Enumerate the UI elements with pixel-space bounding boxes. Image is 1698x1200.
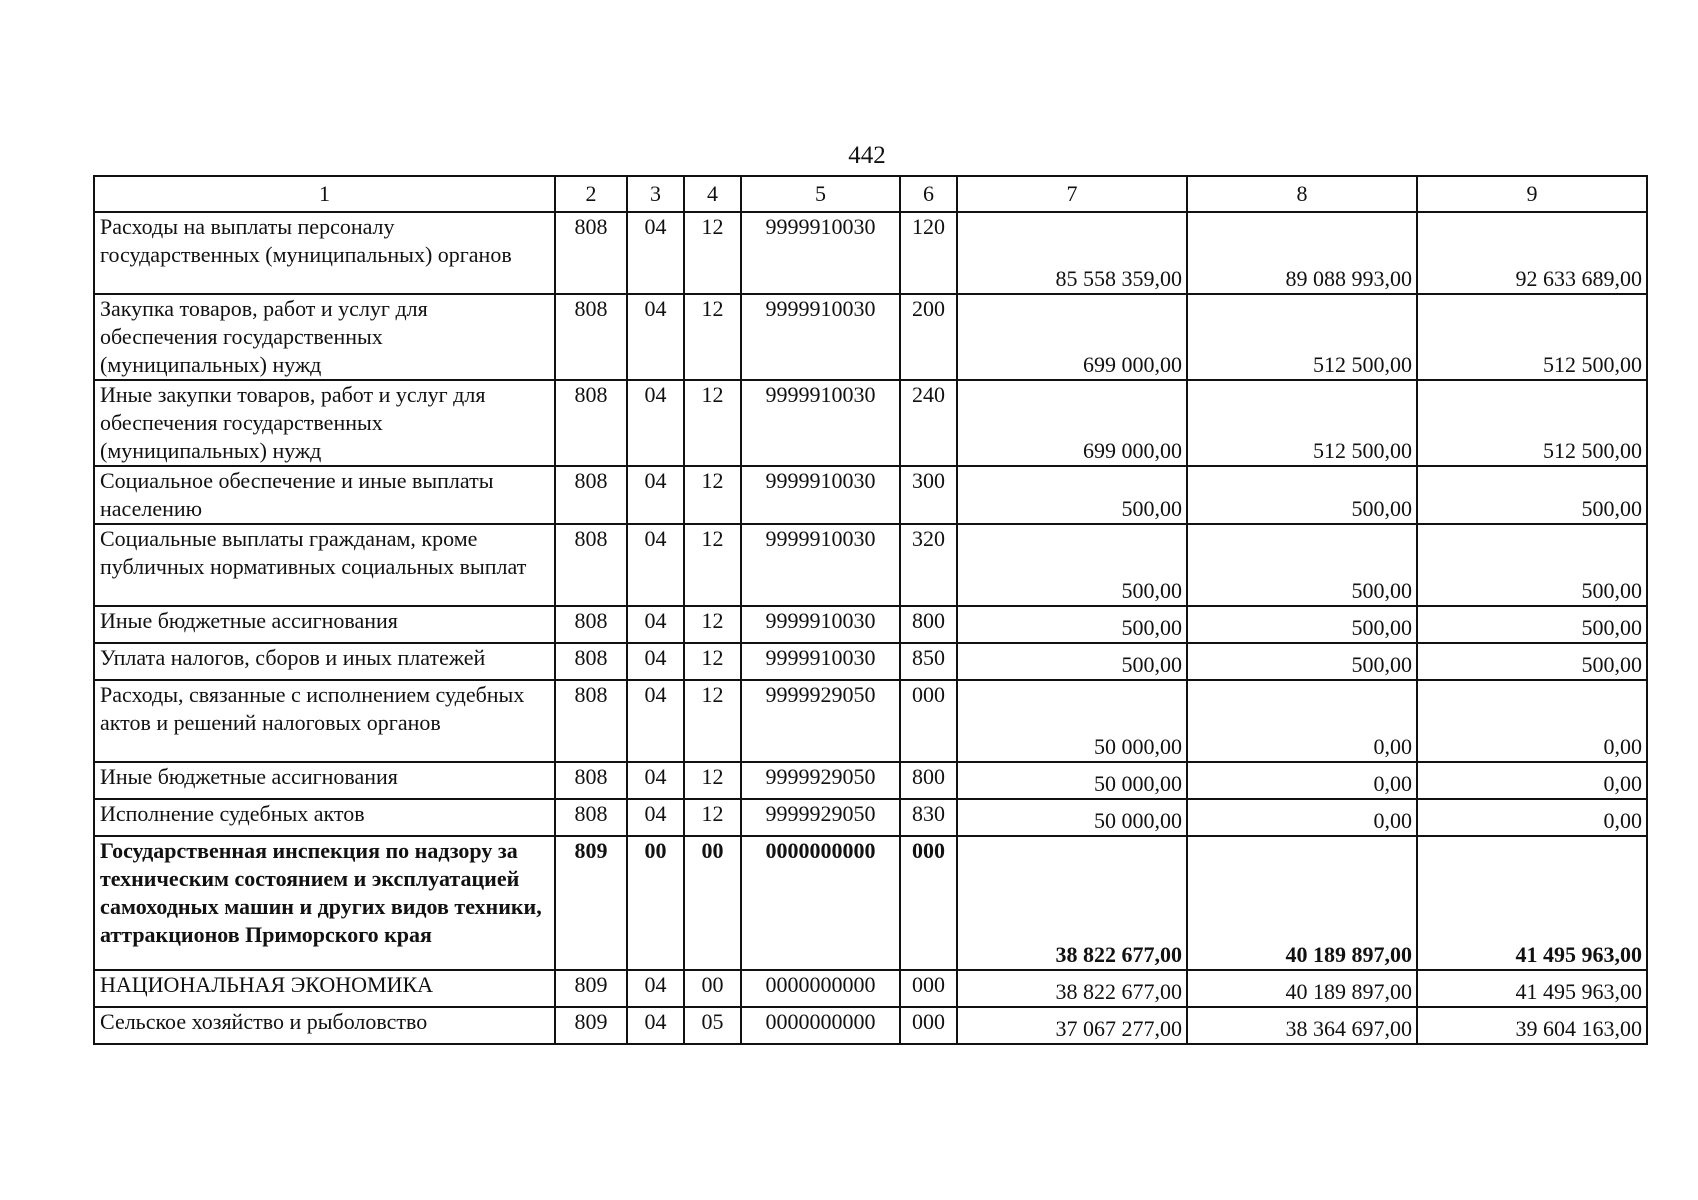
code-col-6: 800 xyxy=(900,762,957,799)
code-col-3: 04 xyxy=(627,799,684,836)
amount-col-9: 512 500,00 xyxy=(1417,294,1647,380)
amount-col-9: 500,00 xyxy=(1417,466,1647,524)
code-col-3: 00 xyxy=(627,836,684,970)
code-col-2: 808 xyxy=(555,606,627,643)
item-name: Социальные выплаты гражданам, кроме публичных нормативных социальных выплат xyxy=(94,524,555,606)
page-number: 442 xyxy=(848,142,886,169)
code-col-4: 12 xyxy=(684,466,741,524)
code-col-2: 808 xyxy=(555,762,627,799)
amount-col-7: 50 000,00 xyxy=(957,762,1187,799)
code-col-6: 800 xyxy=(900,606,957,643)
amount-col-7: 37 067 277,00 xyxy=(957,1007,1187,1044)
code-col-6: 200 xyxy=(900,294,957,380)
amount-col-7: 38 822 677,00 xyxy=(957,970,1187,1007)
code-col-6: 000 xyxy=(900,680,957,762)
amount-col-8: 500,00 xyxy=(1187,606,1417,643)
amount-col-7: 38 822 677,00 xyxy=(957,836,1187,970)
amount-col-8: 0,00 xyxy=(1187,762,1417,799)
code-col-4: 12 xyxy=(684,380,741,466)
amount-col-7: 500,00 xyxy=(957,643,1187,680)
item-name: Иные закупки товаров, работ и услуг для обеспечения государственных (муниципальных) нужд xyxy=(94,380,555,466)
amount-col-9: 0,00 xyxy=(1417,762,1647,799)
code-col-2: 808 xyxy=(555,466,627,524)
code-col-2: 808 xyxy=(555,643,627,680)
code-col-5: 9999910030 xyxy=(741,294,900,380)
code-col-3: 04 xyxy=(627,606,684,643)
code-col-5: 9999929050 xyxy=(741,680,900,762)
code-col-3: 04 xyxy=(627,1007,684,1044)
table-row xyxy=(94,970,1647,1007)
code-col-6: 240 xyxy=(900,380,957,466)
code-col-3: 04 xyxy=(627,970,684,1007)
code-col-5: 9999910030 xyxy=(741,212,900,294)
amount-col-9: 41 495 963,00 xyxy=(1417,836,1647,970)
amount-col-9: 0,00 xyxy=(1417,680,1647,762)
item-name: Иные бюджетные ассигнования xyxy=(94,762,555,799)
code-col-2: 808 xyxy=(555,380,627,466)
amount-col-9: 500,00 xyxy=(1417,643,1647,680)
code-col-4: 12 xyxy=(684,643,741,680)
table-row xyxy=(94,294,1647,380)
code-col-6: 120 xyxy=(900,212,957,294)
code-col-6: 300 xyxy=(900,466,957,524)
item-name: Сельское хозяйство и рыболовство xyxy=(94,1007,555,1044)
column-header: 7 xyxy=(957,176,1187,212)
code-col-2: 808 xyxy=(555,294,627,380)
code-col-6: 320 xyxy=(900,524,957,606)
table-row xyxy=(94,524,1647,606)
table-row xyxy=(94,466,1647,524)
code-col-3: 04 xyxy=(627,643,684,680)
code-col-5: 0000000000 xyxy=(741,836,900,970)
code-col-4: 12 xyxy=(684,524,741,606)
item-name: Государственная инспекция по надзору за техническим состоянием и эксплуатацией самоходных машин и других видов техники, аттракционов Приморского края xyxy=(94,836,555,970)
code-col-4: 12 xyxy=(684,606,741,643)
item-name: Исполнение судебных актов xyxy=(94,799,555,836)
column-header: 5 xyxy=(741,176,900,212)
table-row xyxy=(94,799,1647,836)
code-col-3: 04 xyxy=(627,294,684,380)
column-header: 9 xyxy=(1417,176,1647,212)
code-col-6: 000 xyxy=(900,1007,957,1044)
amount-col-8: 500,00 xyxy=(1187,524,1417,606)
amount-col-7: 500,00 xyxy=(957,524,1187,606)
code-col-5: 9999929050 xyxy=(741,799,900,836)
column-header: 6 xyxy=(900,176,957,212)
table-row xyxy=(94,212,1647,294)
code-col-3: 04 xyxy=(627,680,684,762)
code-col-5: 9999910030 xyxy=(741,380,900,466)
code-col-3: 04 xyxy=(627,466,684,524)
code-col-4: 12 xyxy=(684,294,741,380)
amount-col-8: 500,00 xyxy=(1187,466,1417,524)
code-col-2: 809 xyxy=(555,970,627,1007)
code-col-4: 00 xyxy=(684,970,741,1007)
code-col-2: 808 xyxy=(555,799,627,836)
table-row xyxy=(94,836,1647,970)
code-col-3: 04 xyxy=(627,380,684,466)
table-row xyxy=(94,680,1647,762)
code-col-5: 9999910030 xyxy=(741,524,900,606)
table-row xyxy=(94,380,1647,466)
code-col-2: 808 xyxy=(555,524,627,606)
code-col-3: 04 xyxy=(627,212,684,294)
amount-col-9: 92 633 689,00 xyxy=(1417,212,1647,294)
amount-col-9: 0,00 xyxy=(1417,799,1647,836)
amount-col-8: 40 189 897,00 xyxy=(1187,836,1417,970)
column-header-row xyxy=(94,176,1647,212)
amount-col-9: 500,00 xyxy=(1417,606,1647,643)
amount-col-7: 50 000,00 xyxy=(957,680,1187,762)
amount-col-9: 512 500,00 xyxy=(1417,380,1647,466)
amount-col-8: 512 500,00 xyxy=(1187,294,1417,380)
table-row xyxy=(94,606,1647,643)
code-col-4: 00 xyxy=(684,836,741,970)
code-col-5: 9999910030 xyxy=(741,606,900,643)
code-col-5: 9999929050 xyxy=(741,762,900,799)
code-col-5: 9999910030 xyxy=(741,466,900,524)
amount-col-9: 41 495 963,00 xyxy=(1417,970,1647,1007)
code-col-3: 04 xyxy=(627,762,684,799)
amount-col-7: 699 000,00 xyxy=(957,294,1187,380)
amount-col-8: 0,00 xyxy=(1187,680,1417,762)
column-header: 3 xyxy=(627,176,684,212)
code-col-4: 12 xyxy=(684,680,741,762)
column-header: 4 xyxy=(684,176,741,212)
item-name: Социальное обеспечение и иные выплаты населению xyxy=(94,466,555,524)
amount-col-8: 512 500,00 xyxy=(1187,380,1417,466)
table-row xyxy=(94,643,1647,680)
code-col-4: 12 xyxy=(684,762,741,799)
code-col-2: 808 xyxy=(555,212,627,294)
item-name: Уплата налогов, сборов и иных платежей xyxy=(94,643,555,680)
code-col-3: 04 xyxy=(627,524,684,606)
code-col-6: 000 xyxy=(900,836,957,970)
amount-col-9: 500,00 xyxy=(1417,524,1647,606)
amount-col-8: 0,00 xyxy=(1187,799,1417,836)
item-name: Расходы, связанные с исполнением судебных актов и решений налоговых органов xyxy=(94,680,555,762)
amount-col-7: 85 558 359,00 xyxy=(957,212,1187,294)
amount-col-9: 39 604 163,00 xyxy=(1417,1007,1647,1044)
code-col-4: 05 xyxy=(684,1007,741,1044)
column-header: 2 xyxy=(555,176,627,212)
code-col-6: 850 xyxy=(900,643,957,680)
code-col-2: 809 xyxy=(555,836,627,970)
item-name: Закупка товаров, работ и услуг для обеспечения государственных (муниципальных) нужд xyxy=(94,294,555,380)
amount-col-7: 699 000,00 xyxy=(957,380,1187,466)
item-name: Иные бюджетные ассигнования xyxy=(94,606,555,643)
amount-col-7: 50 000,00 xyxy=(957,799,1187,836)
amount-col-8: 89 088 993,00 xyxy=(1187,212,1417,294)
code-col-5: 9999910030 xyxy=(741,643,900,680)
budget-table xyxy=(93,175,1648,1045)
amount-col-8: 40 189 897,00 xyxy=(1187,970,1417,1007)
amount-col-7: 500,00 xyxy=(957,606,1187,643)
code-col-5: 0000000000 xyxy=(741,970,900,1007)
item-name: Расходы на выплаты персоналу государственных (муниципальных) органов xyxy=(94,212,555,294)
code-col-4: 12 xyxy=(684,212,741,294)
column-header: 8 xyxy=(1187,176,1417,212)
amount-col-7: 500,00 xyxy=(957,466,1187,524)
code-col-4: 12 xyxy=(684,799,741,836)
code-col-6: 830 xyxy=(900,799,957,836)
amount-col-8: 38 364 697,00 xyxy=(1187,1007,1417,1044)
amount-col-8: 500,00 xyxy=(1187,643,1417,680)
code-col-2: 808 xyxy=(555,680,627,762)
column-header: 1 xyxy=(94,176,555,212)
code-col-5: 0000000000 xyxy=(741,1007,900,1044)
table-row xyxy=(94,762,1647,799)
code-col-6: 000 xyxy=(900,970,957,1007)
item-name: НАЦИОНАЛЬНАЯ ЭКОНОМИКА xyxy=(94,970,555,1007)
table-row xyxy=(94,1007,1647,1044)
code-col-2: 809 xyxy=(555,1007,627,1044)
